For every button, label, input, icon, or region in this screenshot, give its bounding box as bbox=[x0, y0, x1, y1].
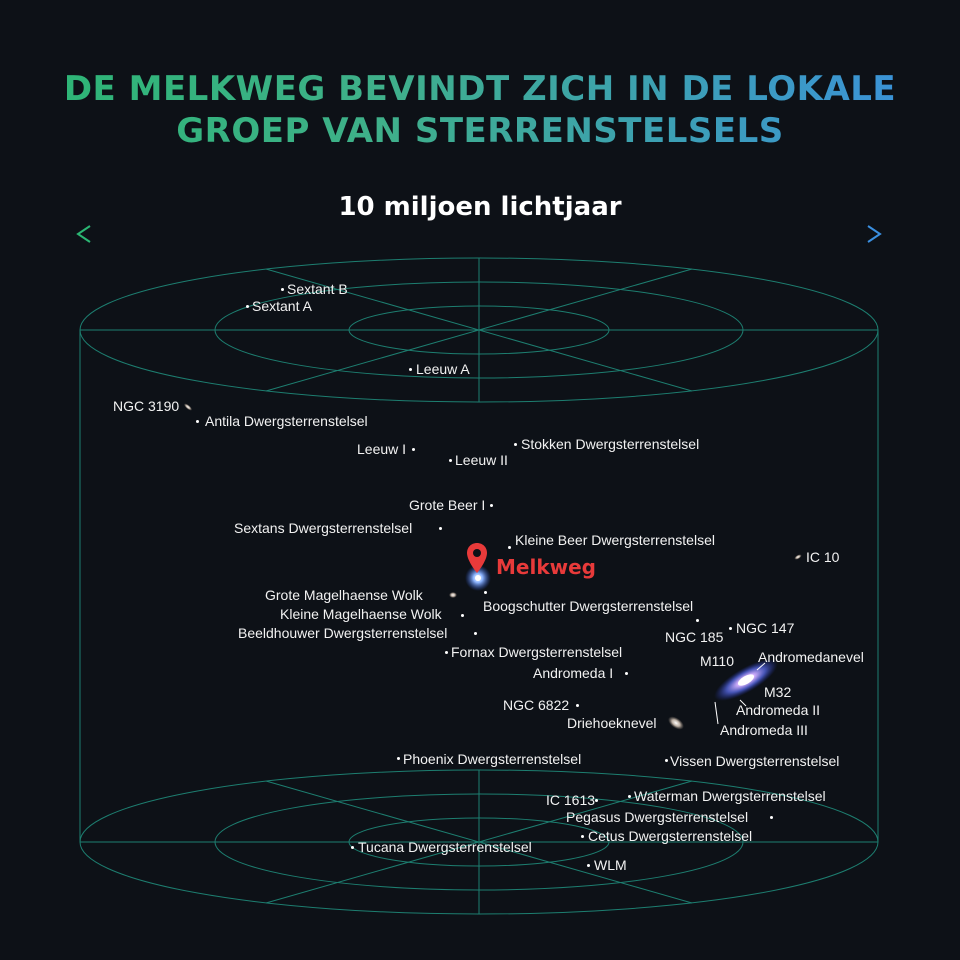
lmc-galaxy-image bbox=[449, 592, 457, 598]
galaxy-label-m110: M110 bbox=[700, 653, 734, 669]
galaxy-label-cetus: Cetus Dwergsterrenstelsel bbox=[588, 828, 753, 844]
galaxy-dot bbox=[696, 619, 699, 622]
galaxy-label-ngc-6822: NGC 6822 bbox=[503, 697, 570, 713]
galaxy-dot bbox=[409, 368, 412, 371]
galaxy-dot bbox=[587, 864, 590, 867]
galaxy-label-waterman: Waterman Dwergsterrenstelsel bbox=[634, 788, 826, 804]
galaxy-label-andromedanevel: Andromedanevel bbox=[758, 649, 864, 665]
galaxy-dot bbox=[445, 651, 448, 654]
galaxy-dot bbox=[412, 448, 415, 451]
galaxy-label-phoenix: Phoenix Dwergsterrenstelsel bbox=[403, 751, 582, 767]
title-line1-part1: DE MELKWEG BEVINDT bbox=[63, 69, 522, 109]
galaxy-dot bbox=[351, 846, 354, 849]
galaxy-label-ngc-185: NGC 185 bbox=[665, 629, 724, 645]
galaxy-dot bbox=[439, 527, 442, 530]
galaxy-label-ic-1613: IC 1613 bbox=[546, 792, 596, 808]
galaxy-label-boogschutter: Boogschutter Dwergsterrenstelsel bbox=[483, 598, 694, 614]
galaxy-dot bbox=[397, 757, 400, 760]
galaxy-label-andromeda-ii: Andromeda II bbox=[736, 702, 821, 718]
scale-arrow bbox=[78, 226, 880, 242]
galaxy-dot bbox=[665, 759, 668, 762]
title-line1-part2: ZICH IN DE LOKALE bbox=[521, 69, 897, 109]
galaxy-dot bbox=[581, 835, 584, 838]
galaxy-dot bbox=[449, 459, 452, 462]
galaxy-label-stokken: Stokken Dwergsterrenstelsel bbox=[521, 436, 700, 452]
galaxy-dot bbox=[729, 627, 732, 630]
galaxy-label-tucana: Tucana Dwergsterrenstelsel bbox=[358, 839, 532, 855]
ngc3190-galaxy-image bbox=[183, 402, 193, 411]
galaxy-label-kleine-beer: Kleine Beer Dwergsterrenstelsel bbox=[515, 532, 715, 548]
galaxy-dot bbox=[461, 614, 464, 617]
galaxy-dot bbox=[196, 420, 199, 423]
triangulum-galaxy-image bbox=[666, 714, 686, 733]
galaxy-dot bbox=[625, 672, 628, 675]
scale-label: 10 miljoen lichtjaar bbox=[338, 192, 622, 222]
galaxy-label-sextans: Sextans Dwergsterrenstelsel bbox=[234, 520, 413, 536]
galaxy-dot bbox=[490, 504, 493, 507]
galaxy-label-vissen: Vissen Dwergsterrenstelsel bbox=[670, 753, 840, 769]
galaxy-label-ngc-3190: NGC 3190 bbox=[113, 398, 180, 414]
galaxy-dot bbox=[576, 704, 579, 707]
galaxy-dot bbox=[484, 591, 487, 594]
galaxy-label-leeuw-ii: Leeuw II bbox=[455, 452, 508, 468]
galaxy-label-leeuw-i: Leeuw I bbox=[357, 441, 407, 457]
galaxy-label-sextant-b: Sextant B bbox=[287, 281, 348, 297]
galaxy-dot bbox=[508, 546, 511, 549]
galaxy-label-andromeda-i: Andromeda I bbox=[533, 665, 614, 681]
galaxy-label-wlm: WLM bbox=[594, 857, 627, 873]
galaxy-label-antila: Antila Dwergsterrenstelsel bbox=[205, 413, 368, 429]
galaxy-label-kleine-magelhaense-wolk: Kleine Magelhaense Wolk bbox=[280, 606, 442, 622]
map-pin-icon bbox=[466, 542, 488, 574]
galaxy-label-driehoeknevel: Driehoeknevel bbox=[567, 715, 657, 731]
title-line2: GROEP VAN STERRENSTELSELS bbox=[176, 111, 784, 151]
galaxy-dot bbox=[628, 795, 631, 798]
galaxy-label-fornax: Fornax Dwergsterrenstelsel bbox=[451, 644, 623, 660]
galaxy-label-pegasus: Pegasus Dwergsterrenstelsel bbox=[566, 809, 749, 825]
galaxy-label-grote-magelhaense-wolk: Grote Magelhaense Wolk bbox=[265, 587, 423, 603]
galaxy-label-leeuw-a: Leeuw A bbox=[416, 361, 470, 377]
galaxy-label-m32: M32 bbox=[764, 684, 792, 700]
galaxy-label-sextant-a: Sextant A bbox=[252, 298, 312, 314]
galaxy-dot bbox=[770, 816, 773, 819]
galaxy-dot bbox=[595, 799, 598, 802]
ic10-galaxy-image bbox=[794, 553, 803, 560]
galaxy-label-beeldhouwer: Beeldhouwer Dwergsterrenstelsel bbox=[238, 625, 448, 641]
galaxy-label-ngc-147: NGC 147 bbox=[736, 620, 795, 636]
galaxy-label-andromeda-iii: Andromeda III bbox=[720, 722, 808, 738]
milky-way-label: Melkweg bbox=[496, 555, 596, 579]
galaxy-label-grote-beer-i: Grote Beer I bbox=[409, 497, 486, 513]
galaxy-dot bbox=[281, 288, 284, 291]
galaxy-label-ic-10: IC 10 bbox=[806, 549, 840, 565]
galaxy-dot bbox=[514, 443, 517, 446]
galaxy-dot bbox=[474, 632, 477, 635]
galaxy-dot bbox=[246, 305, 249, 308]
